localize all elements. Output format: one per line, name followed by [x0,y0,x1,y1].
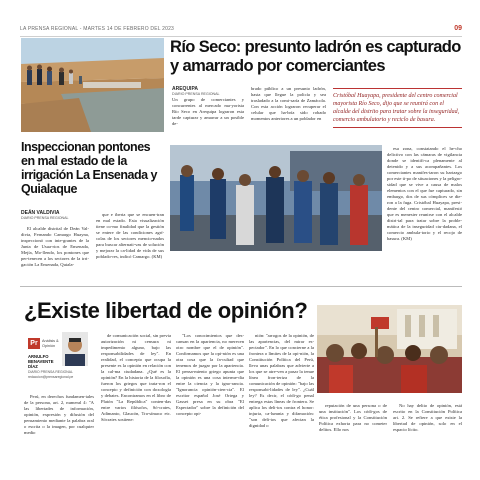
robbery-column-2-text: brado público a un presunto ladrón, hasta que llegue la policía y sea trasladado a la comi-saría de Zamácola. Con esta acción lograron recuperar el celular que ha-bría sido robado momentos anteriores a un poblador en [251,86,326,121]
protest-photo [317,305,462,393]
pontones-column-2-text: que e iberia que se encuen-tran en mal estado. Esta visualización tiene co-mo finalidad que la gestión se entere de las condiciones agrí-colas de los sectores mencio-nados para buscar alternati-vas de solución y mejorar la ca-lidad de vida de sus poblado-res, indicó Camargo. (KM) [96,212,164,259]
opinion-column-5-text: reputación de una persona o de una institución". Los códi-gos de ética profesional y la Constitución Política exhorta para no cometer delitos. Ello nos [319,403,387,432]
author-affiliation: DIARIO PRENSA REGIONAL [28,370,73,374]
pontones-column-2 [96,212,164,274]
pontones-column-1 [21,226,89,280]
robbery-column-3-text: esa zona, constatando el he-cho delictivo con las cámaras de vigilancia donde se identifi-ca plenamente al detenido y a sus acompañantes. Los comerciantes manifes-taron su hartazgo por este ti-po de situaciones y la peligro-sidad que se vive a causa de malos elementos con el que fue capturado, sin embargo, dos de sus cómplices se die-ron a la fuga. Cristóbal Huayapa, presi-dente del centro comercial, manifestó que es menester reunirse con el alcalde distri-tal para tratar sobre la proble-mática de la inseguridad ciu-dadana, el comercio ambula-torio y el recojo de basura. (KM) [387,146,462,241]
opinion-column-4-text: nión: "arrogos de la opinión, de las apariencias, del mirar es-pectador". En lo que concierne a la frontera o límites de la opi-nión, la Constitución Política del Perú, lleva unas palabras que advierte a los que se atre-ven a pasar la tenue línea fron-teriza de la comunicación de opinión: "bajo las responsabi-lidades de ley". ¿Cuál ley? Es decir, el códi-go penal entrega estas líneas de frontera. Se aplica los deli-tos contra el honor: injuria, ca-lumnia y difamación: "son deli-tos que afectan la dignidad o [249,333,314,428]
robbery-headline-line-1: Río Seco: presunto ladrón es capturado [170,38,461,56]
opinion-column-3-text: "Los conocimientos que des-cansan en la apariencia, no merecen otro nombre que el de opinión". Confirmamos que la opi-nión es una otra cosa que la fa-cultad que tenemos de juzgar por la apariencia. El pensa-miento griego apunta que la opinión es una cosa interme-dia entre la ciencia y la igno-rancia. "Ignorancia opinión-cien-cia". El escritor español José Ortega y Gasset presa en su obra "El Espectador" sobre la definición del concepto opi- [176,333,244,416]
opinion-column-1 [24,394,94,456]
opinion-column-2-text: de comunicación social, sin previa autorización ni censura ni impedimento alguno, bajo las responsabilidades de ley". En realidad, el concepto que ocupa la presente es la opinión en relación con la cal-ma ciudadana. ¿Qué es la opinión? En la historia de la filosofía, fueron los griegos que trata-ron el concepto y definición con doxología y debates. Encontramos en el libro de Platón "La República" conten-das entre varios filósofos, Só-crates, Adimanto, Glaucón, Tra-símaco etc. Sócrates sostiene: [101,333,171,422]
author-name: ARNULFO BENAVENTE DÍAZ [28,354,54,369]
opinion-column-4 [249,333,314,455]
pontones-byline-name: DEÁN VALDIVIA [21,210,60,216]
robbery-column-1 [172,86,244,142]
author-avatar [62,332,88,366]
opinion-column-2 [101,333,171,455]
opinion-column-6 [393,403,462,455]
author-avatar-art [62,332,88,366]
opinion-column-5 [319,403,387,455]
pontones-column-1-text: El alcalde distrital de Deán Val-divia, Fernando Camargo Huayna, inspeccionó con inte-grantes de la Junta de Usua-rios de Ensenada, Mejía, Mo-llendo, los pontones que per-tenecen a los sectores de la irri-gación La Ensenada, Quiala- [21,226,89,267]
prensa-regional-logo: Pr [28,338,40,349]
section-divider [20,286,462,287]
robbery-location-sub: DIARIO PRENSA REGIONAL [172,92,220,96]
page-number: 09 [454,25,462,32]
robbery-pullquote: Cristóbal Huayapa, presidente del centro comercial mayorista Río Seco, dijo que se reunirá con el alcalde del distrito para tratar sobre la inseguridad, comercio ambulatorio y reciclo de basura. [333,88,462,128]
protest-photo-art [317,305,462,393]
capture-photo-art [170,145,382,251]
pontones-photo-art [21,38,164,132]
opinion-headline: ¿Existe libertad de opinión? [24,298,308,323]
masthead-date: LA PRENSA REGIONAL - MARTES 14 DE FEBRERO DEL 2023 [20,26,175,32]
capture-photo [170,145,382,251]
opinion-column-6-text: No hay delito de opinión, está escrito en la Constitución Política art. 2. Se refiere a que existe la libertad de opinión, solo en el espacio lícito. [393,403,462,432]
robbery-headline-line-2: y amarrado por comerciantes [170,57,385,75]
robbery-column-2 [251,86,326,142]
pontones-byline-sub: DIARIO PRENSA REGIONAL [21,216,69,220]
opinion-column-1-text: Perú, en derechos fundamen-tales de la persona, art. 2, numeral 4: "A las libertades de información, opinión, expresión y difusión del pensamiento mediante la palabra oral o escrita o la imagen, por cualquier medio [24,394,94,435]
author-email: redaccion@prensaregional.pe [28,375,74,379]
robbery-column-1-text: Un grupo de comerciantes y concurrentes al mercado ma-yorista Río Seco en Arequipa lograron esta tarde capturar y amarrar a un posible de- [172,97,244,126]
pontones-photo [21,38,164,132]
page-header [20,25,462,37]
robbery-column-3 [387,146,462,272]
opinion-column-3 [176,333,244,455]
pontones-headline: Inspeccionan pontones en mal estado de la irrigación La Ensenada y Quialaque [21,140,157,196]
robbery-location: AREQUIPA [172,86,199,92]
section-label: Análisis & Opinión [42,339,59,348]
